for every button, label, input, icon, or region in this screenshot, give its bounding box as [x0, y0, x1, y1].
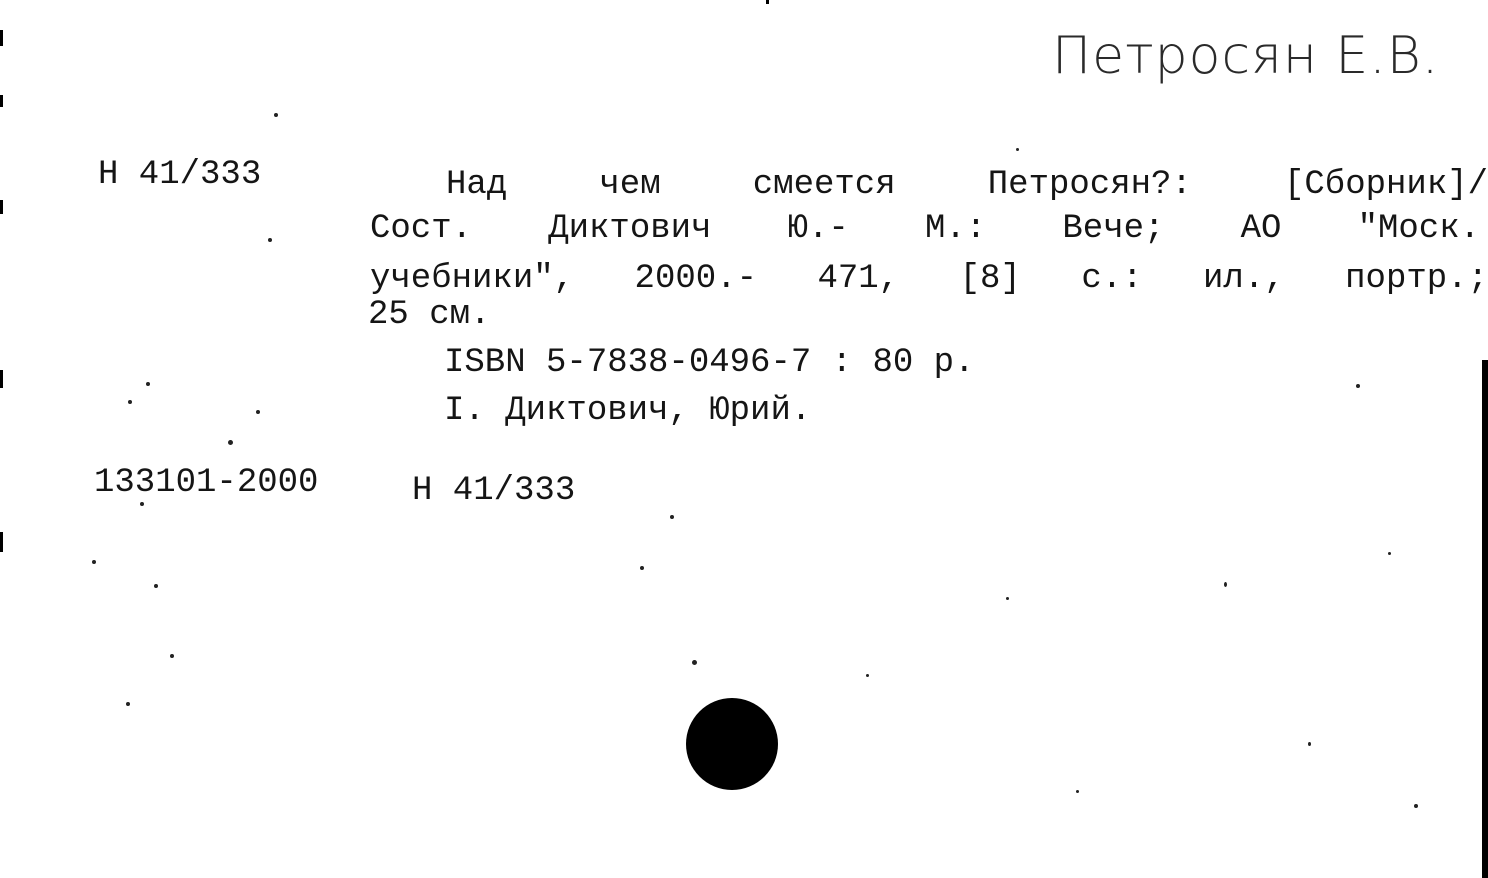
speck: [146, 382, 150, 386]
entry-word: "Моск.: [1357, 210, 1480, 248]
entry-line-1: [446, 168, 1488, 202]
entry-word: Вече;: [1062, 210, 1165, 248]
shelfmark-bottom: Н 41/333: [412, 472, 576, 510]
entry-word: 2000.-: [634, 260, 757, 298]
accession-number: 133101-2000: [94, 464, 319, 502]
entry-word: 471,: [817, 260, 900, 298]
entry-word: АО: [1240, 210, 1282, 248]
speck: [92, 560, 96, 564]
speck: [268, 238, 272, 242]
speck: [1388, 552, 1391, 555]
speck: [866, 674, 869, 677]
entry-word: Диктович: [548, 210, 712, 248]
scan-edge-mark: [0, 95, 3, 107]
entry-word: ил.,: [1203, 260, 1285, 298]
speck: [1076, 790, 1079, 793]
isbn-line: ISBN 5-7838-0496-7 : 80 р.: [444, 344, 975, 382]
entry-word: Сост.: [370, 210, 473, 248]
scan-edge-mark: [0, 200, 3, 214]
entry-word: портр.;: [1345, 260, 1488, 298]
speck: [1414, 804, 1418, 808]
entry-word: с.:: [1081, 260, 1143, 298]
entry-word: чем: [599, 166, 661, 204]
scan-edge-mark: [1482, 360, 1488, 878]
speck: [140, 502, 144, 506]
speck: [1006, 597, 1009, 600]
entry-word: М.:: [925, 210, 987, 248]
speck: [274, 113, 278, 117]
speck: [1016, 148, 1019, 151]
speck: [126, 702, 130, 706]
speck: [640, 566, 644, 570]
scan-edge-mark: [766, 0, 769, 4]
entry-word: [8]: [959, 260, 1021, 298]
speck: [256, 410, 260, 414]
entry-word: Ю.-: [787, 210, 849, 248]
speck: [692, 660, 697, 665]
punch-hole: [686, 698, 778, 790]
scan-edge-mark: [0, 30, 3, 46]
speck: [1308, 742, 1311, 746]
scan-edge-mark: [0, 370, 3, 388]
speck: [1356, 384, 1360, 388]
speck: [154, 584, 158, 588]
entry-line-3: [370, 262, 1488, 296]
added-entry: I. Диктович, Юрий.: [444, 392, 812, 430]
entry-line-2: [370, 212, 1480, 246]
scan-edge-mark: [0, 532, 3, 552]
card-heading: Петросян Е.В.: [1052, 26, 1440, 86]
entry-word: [Сборник]/: [1284, 166, 1488, 204]
speck: [228, 440, 233, 445]
entry-line-4: 25 см.: [368, 296, 491, 334]
entry-word: Над: [446, 166, 508, 204]
entry-word: смеется: [752, 166, 896, 204]
speck: [128, 400, 132, 404]
speck: [170, 654, 174, 658]
entry-word: Петросян?:: [987, 166, 1192, 204]
entry-word: учебники",: [370, 260, 575, 298]
speck: [670, 515, 674, 519]
shelfmark: Н 41/333: [98, 156, 262, 194]
speck: [1224, 582, 1227, 587]
